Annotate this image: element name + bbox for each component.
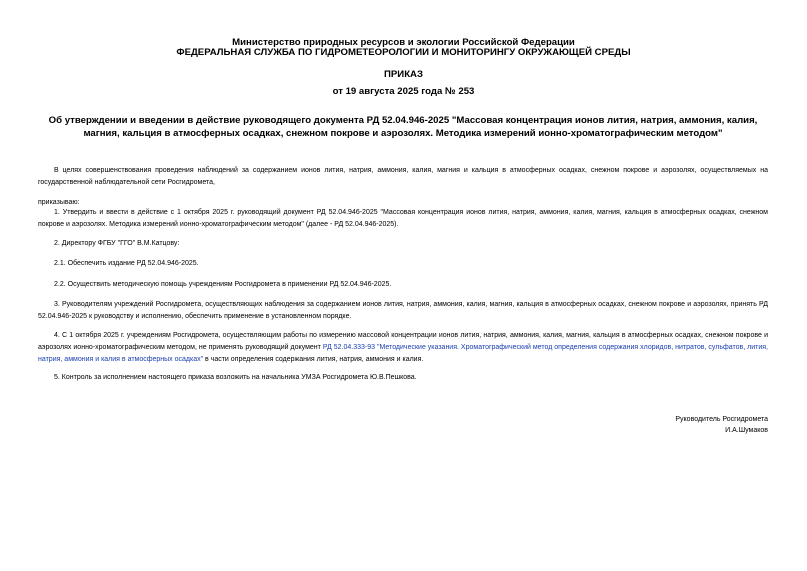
- intro-paragraph: В целях совершенствования проведения наблюдений за содержанием ионов лития, натрия, аммония, калия, магния и кальция в атмосферных осадках, снежном покрове и аэрозолях, осуществляемых на государственной наблюдательной сети Росгидромета,: [38, 167, 768, 186]
- document-type: ПРИКАЗ: [384, 69, 423, 80]
- item-4-text-start: 4. С 1 октября 2025 г. учреждениям Росгидромета, осуществляющим работы по измерению массовой концентрации ионов лития, натрия, аммония, калия, магния, кальция в атмосферных осадках, снежном покрове и аэрозолях ионно-хроматографическим методом, не применять руководящий документ: [38, 332, 768, 351]
- order-word: приказываю:: [38, 199, 80, 206]
- item-2-1: 2.1. Обеспечить издание РД 52.04.946-2025.: [54, 260, 199, 267]
- item-5: 5. Контроль за исполнением настоящего приказа возложить на начальника УМЗА Росгидромета Ю.В.Пешкова.: [54, 374, 417, 381]
- signature-name: И.А.Шумаков: [725, 427, 768, 434]
- signature-position: Руководитель Росгидромета: [675, 416, 768, 423]
- item-4-text-end: в части определения содержания лития, натрия, аммония и калия.: [203, 356, 424, 363]
- rd-52-04-333-93-link[interactable]: РД 52.04.333-93 "Методические указания. Хроматографический метод определения содержания хлоридов, нитратов, сульфатов, лития, натрия, аммония и калия в атмосферных осадках": [38, 344, 768, 363]
- item-2: 2. Директору ФГБУ "ГГО" В.М.Катцову:: [54, 240, 180, 247]
- item-2-2: 2.2. Осуществить методическую помощь учреждениям Росгидромета в применении РД 52.04.946-2025.: [54, 281, 392, 288]
- item-4: [38, 330, 768, 366]
- document-title: Об утверждении и введении в действие руководящего документа РД 52.04.946-2025 "Массовая концентрация ионов лития, натрия, аммония, калия, магния, кальция в атмосферных осадках, снежном покрове и аэрозолях. Методика измерений ионно-хроматографическим методом": [48, 115, 758, 139]
- ministry-name: Министерство природных ресурсов и экологии Российской Федерации: [232, 37, 575, 48]
- item-1: 1. Утвердить и ввести в действие с 1 октября 2025 г. руководящий документ РД 52.04.946-2025 "Массовая концентрация ионов лития, натрия, аммония, калия, магния, кальция в атмосферных осадках, снежном покрове и аэрозолях. Методика измерений ионно-хроматографическим методом" (далее - РД 52.04.946-2025).: [38, 209, 768, 228]
- service-name: ФЕДЕРАЛЬНАЯ СЛУЖБА ПО ГИДРОМЕТЕОРОЛОГИИ И МОНИТОРИНГУ ОКРУЖАЮЩЕЙ СРЕДЫ: [176, 47, 631, 58]
- document-date-number: от 19 августа 2025 года № 253: [332, 86, 475, 97]
- item-3: 3. Руководителям учреждений Росгидромета, осуществляющих наблюдения за содержанием ионов лития, натрия, аммония, калия, магния, кальция в атмосферных осадках, снежном покрове и аэрозолях, принять РД 52.04.946-2025 к руководству и исполнению, обеспечить применение в установленном порядке.: [38, 301, 768, 320]
